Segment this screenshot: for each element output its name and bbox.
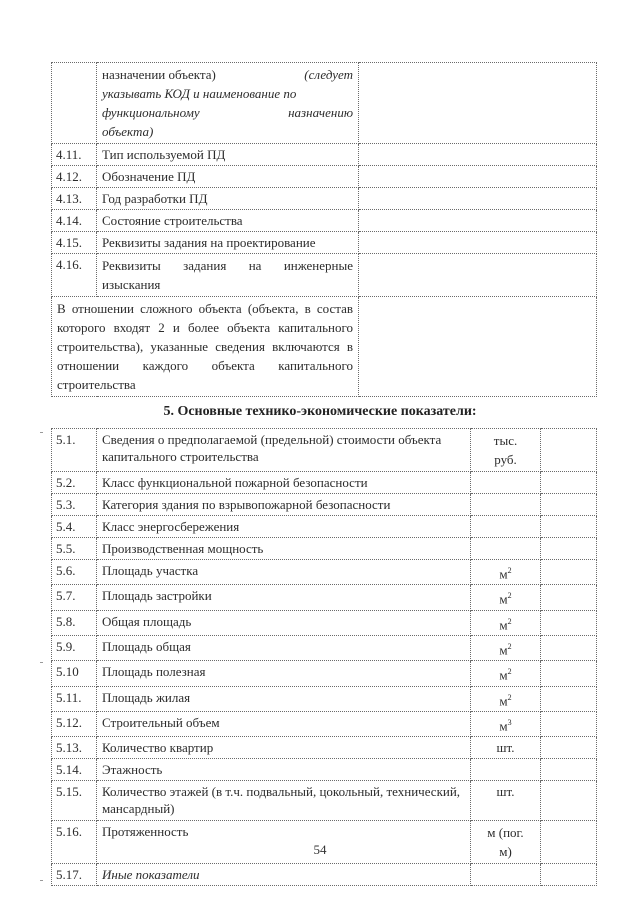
indicators-table <box>51 428 597 886</box>
row-number: 5.2. <box>52 472 97 494</box>
row-number: 5.8. <box>52 610 97 635</box>
section-title: 5. Основные технико-экономические показатели: <box>163 404 477 419</box>
unit-cell <box>471 560 541 585</box>
table-row <box>52 538 597 560</box>
value-cell[interactable] <box>541 538 597 560</box>
row-label: Площадь жилая <box>97 686 471 711</box>
unit-cell <box>471 538 541 560</box>
row-label: Категория здания по взрывопожарной безопасности <box>97 494 471 516</box>
table-row <box>52 686 597 711</box>
unit-cell <box>471 781 541 821</box>
row-label: Тип используемой ПД <box>97 144 359 166</box>
row-number <box>52 63 97 144</box>
unit-exponent: 2 <box>507 641 512 651</box>
purpose-note-word: функциональному <box>102 105 200 120</box>
unit-cell <box>471 661 541 686</box>
purpose-note: (следует <box>304 67 353 82</box>
table-row <box>52 254 597 297</box>
table-row <box>52 232 597 254</box>
row-label: Иные показатели <box>97 864 471 886</box>
table-row <box>52 144 597 166</box>
unit-exponent: 2 <box>507 692 512 702</box>
row-number: 5.15. <box>52 781 97 821</box>
unit-exponent: 2 <box>507 667 512 677</box>
page-number: 54 <box>313 842 327 857</box>
row-number: 5.1. <box>52 429 97 472</box>
row-number: 5.7. <box>52 585 97 610</box>
value-cell[interactable] <box>541 686 597 711</box>
unit-text: м <box>499 718 508 734</box>
unit-text: м <box>499 591 508 607</box>
value-cell[interactable] <box>359 63 597 144</box>
row-number: 5.13. <box>52 737 97 759</box>
table-row <box>52 297 597 397</box>
table-row <box>52 585 597 610</box>
row-label: Реквизиты задания на инженерные изыскания <box>97 254 359 297</box>
unit-text: шт. <box>496 740 515 756</box>
row-number: 4.12. <box>52 166 97 188</box>
object-info-table <box>51 62 597 397</box>
unit-cell <box>471 711 541 736</box>
unit-text: м <box>499 667 508 683</box>
table-row <box>52 166 597 188</box>
unit-text: м <box>499 616 508 632</box>
value-cell[interactable] <box>541 516 597 538</box>
value-cell[interactable] <box>541 635 597 660</box>
unit-cell <box>471 516 541 538</box>
purpose-note-line: объекта) <box>102 124 154 139</box>
unit-cell <box>471 635 541 660</box>
row-label: Класс функциональной пожарной безопасности <box>97 472 471 494</box>
row-label: Состояние строительства <box>97 210 359 232</box>
row-number: 5.3. <box>52 494 97 516</box>
table-row <box>52 560 597 585</box>
row-label: Количество этажей (в т.ч. подвальный, цокольный, технический, мансардный) <box>97 781 471 821</box>
row-label: Реквизиты задания на проектирование <box>97 232 359 254</box>
scan-mark <box>40 880 43 881</box>
row-label: Обозначение ПД <box>97 166 359 188</box>
scan-mark <box>40 432 43 433</box>
purpose-note-line: указывать КОД и наименование по <box>102 86 297 101</box>
value-cell[interactable] <box>359 254 597 297</box>
table-row <box>52 188 597 210</box>
unit-text: м <box>499 692 508 708</box>
row-number: 4.13. <box>52 188 97 210</box>
unit-cell <box>471 585 541 610</box>
row-label: Площадь застройки <box>97 585 471 610</box>
value-cell[interactable] <box>541 661 597 686</box>
row-number: 5.6. <box>52 560 97 585</box>
row-label: Площадь общая <box>97 635 471 660</box>
row-label: Этажность <box>97 759 471 781</box>
value-cell[interactable] <box>541 560 597 585</box>
row-number: 5.11. <box>52 686 97 711</box>
row-number: 4.15. <box>52 232 97 254</box>
unit-cell <box>471 494 541 516</box>
table-row <box>52 472 597 494</box>
row-label: Класс энергосбережения <box>97 516 471 538</box>
unit-text: м <box>499 566 508 582</box>
value-cell[interactable] <box>541 737 597 759</box>
value-cell[interactable] <box>541 781 597 821</box>
row-number: 5.10 <box>52 661 97 686</box>
unit-cell <box>471 429 541 472</box>
row-number: 4.14. <box>52 210 97 232</box>
value-cell[interactable] <box>541 494 597 516</box>
row-label: Протяженность <box>97 821 471 864</box>
row-label: Общая площадь <box>97 610 471 635</box>
unit-text: шт. <box>496 784 515 800</box>
row-number: 4.16. <box>52 254 97 297</box>
row-label: Сведения о предполагаемой (предельной) стоимости объекта капитального строительства <box>97 429 471 472</box>
value-cell[interactable] <box>359 188 597 210</box>
table-row <box>52 210 597 232</box>
row-label: Год разработки ПД <box>97 188 359 210</box>
unit-cell <box>471 686 541 711</box>
row-number: 4.11. <box>52 144 97 166</box>
table-row <box>52 864 597 886</box>
complex-object-note: В отношении сложного объекта (объекта, в состав которого входят 2 и более объекта капитального строительства), указанные сведения включаются в отношении каждого объекта капитального строительства <box>52 297 359 397</box>
table-row <box>52 610 597 635</box>
unit-cell <box>471 737 541 759</box>
unit-cell <box>471 472 541 494</box>
unit-text: м <box>499 642 508 658</box>
table-row <box>52 635 597 660</box>
table-row <box>52 516 597 538</box>
table-row <box>52 429 597 472</box>
row-label: Площадь полезная <box>97 661 471 686</box>
unit-exponent: 2 <box>507 566 512 575</box>
table-row <box>52 711 597 736</box>
unit-exponent: 3 <box>507 717 512 727</box>
unit-exponent: 2 <box>507 616 512 626</box>
row-number: 5.4. <box>52 516 97 538</box>
value-cell[interactable] <box>541 472 597 494</box>
row-number: 5.9. <box>52 635 97 660</box>
unit-text: м (пог. м) <box>487 825 524 860</box>
table-row <box>52 661 597 686</box>
value-cell[interactable] <box>541 610 597 635</box>
value-cell[interactable] <box>359 144 597 166</box>
value-cell[interactable] <box>541 429 597 472</box>
value-cell[interactable] <box>359 210 597 232</box>
value-cell[interactable] <box>541 711 597 736</box>
unit-text: тыс. руб. <box>493 433 518 467</box>
table-row <box>52 63 597 144</box>
table-row <box>52 781 597 821</box>
value-cell[interactable] <box>541 585 597 610</box>
unit-exponent: 2 <box>507 591 512 601</box>
unit-cell <box>471 864 541 886</box>
unit-cell <box>471 610 541 635</box>
row-label: Количество квартир <box>97 737 471 759</box>
row-label: Производственная мощность <box>97 538 471 560</box>
value-cell[interactable] <box>359 232 597 254</box>
row-number: 5.12. <box>52 711 97 736</box>
table-row <box>52 737 597 759</box>
row-number: 5.5. <box>52 538 97 560</box>
purpose-text: назначении объекта) <box>102 67 216 82</box>
unit-cell <box>471 759 541 781</box>
value-cell[interactable] <box>359 297 597 397</box>
table-row <box>52 494 597 516</box>
row-label: Строительный объем <box>97 711 471 736</box>
row-number: 5.16. <box>52 821 97 864</box>
row-number: 5.17. <box>52 864 97 886</box>
row-label: Площадь участка <box>97 560 471 585</box>
row-number: 5.14. <box>52 759 97 781</box>
scan-mark <box>40 662 43 663</box>
table-row <box>52 759 597 781</box>
value-cell[interactable] <box>541 759 597 781</box>
purpose-note-word: назначению <box>288 105 353 120</box>
row-label <box>97 63 359 144</box>
value-cell[interactable] <box>541 864 597 886</box>
value-cell[interactable] <box>359 166 597 188</box>
